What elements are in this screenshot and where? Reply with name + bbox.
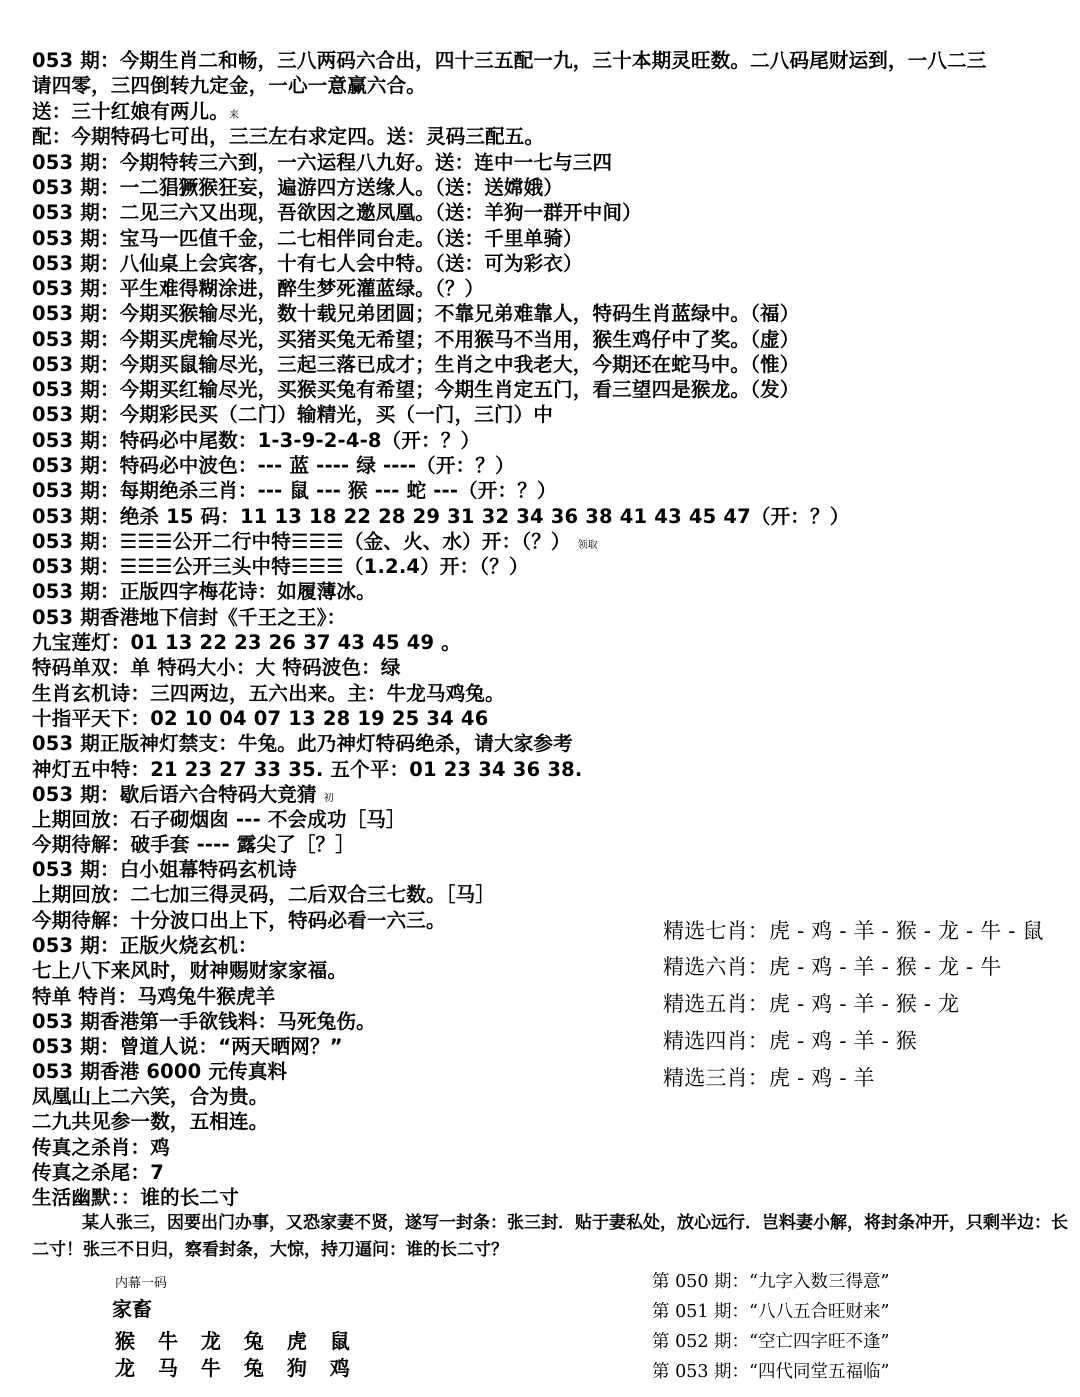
featured-line: 精选七肖：虎 - 鸡 - 羊 - 猴 - 龙 - 牛 - 鼠 xyxy=(663,919,1044,943)
text-line: 配：今期特码七可出，三三左右求定四。送：灵码三配五。 xyxy=(32,125,545,148)
featured-line: 精选四肖：虎 - 鸡 - 羊 - 猴 xyxy=(663,1029,917,1053)
text-line: 传真之杀肖：鸡 xyxy=(32,1136,170,1159)
text-line: 053 期：今期买猴输尽光，数十载兄弟团圆；不靠兄弟难靠人，特码生肖蓝绿中。（福） xyxy=(32,302,800,325)
text-line: 053 期：曾道人说：“两天晒网？” xyxy=(32,1035,343,1058)
text-line: 今期待解：十分波口出上下，特码必看一六三。 xyxy=(32,909,446,932)
inner-code-subtitle: 家畜 xyxy=(112,1297,152,1321)
text-line: 053 期：宝马一匹值千金，二七相伴同台走。（送：千里单骑） xyxy=(32,227,583,250)
text-line: 053 期：今期买红输尽光，买猴买兔有希望；今期生肖定五门，看三望四是猴龙。（发） xyxy=(32,378,800,401)
text-line: 053 期：正版火烧玄机： xyxy=(32,934,258,957)
text-line: 九宝莲灯：01 13 22 23 26 37 43 45 49 。 xyxy=(32,631,461,654)
text-line: 053 期：八仙桌上会宾客，十有七人会中特。（送：可为彩衣） xyxy=(32,252,583,275)
text-line: 神灯五中特：21 23 27 33 35. 五个平：01 23 34 36 38. xyxy=(32,758,583,781)
text-line: 053 期：白小姐幕特码玄机诗 xyxy=(32,858,297,881)
text-line: 053 期：今期特转三六到，一六运程八九好。送：连中一七与三四 xyxy=(32,151,613,174)
text-line-main: 053 期：☰☰☰公开二行中特☰☰☰（金、火、水）开：（？） xyxy=(32,530,571,553)
period-riddle: 第 052 期：“空亡四字旺不逢” xyxy=(652,1332,890,1352)
text-line: 今期待解：破手套 ---- 露尖了［？］ xyxy=(32,833,355,856)
text-line: 特单 特肖：马鸡兔牛猴虎羊 xyxy=(32,985,276,1008)
small-note: 初 xyxy=(323,793,334,804)
text-line: 053 期：特码必中波色：--- 蓝 ---- 绿 ----（开：？） xyxy=(32,454,515,477)
featured-line: 精选三肖：虎 - 鸡 - 羊 xyxy=(663,1066,875,1090)
small-note: 来 xyxy=(229,110,240,121)
text-line: 生活幽默：：谁的长二寸 xyxy=(32,1186,239,1209)
inner-code-title: 内幕一码 xyxy=(115,1276,168,1291)
text-line: 请四零，三四倒转九定金，一心一意赢六合。 xyxy=(32,74,427,97)
text-line: 053 期香港第一手欲钱料：马死兔伤。 xyxy=(32,1010,376,1033)
animal-row: 猴 牛 龙 兔 虎 鼠 xyxy=(115,1329,358,1353)
text-line: 053 期正版神灯禁支：牛兔。此乃神灯特码绝杀，请大家参考 xyxy=(32,732,573,755)
text-line: 053 期：今期买鼠输尽光，三起三落已成才；生肖之中我老大，今期还在蛇马中。（惟） xyxy=(32,353,800,376)
period-riddle: 第 051 期：“八八五合旺财来” xyxy=(652,1302,890,1322)
text-line: 二九共见参一数，五相连。 xyxy=(32,1110,269,1133)
humor-story: 某人张三，因要出门办事，又恐家妻不贤，遂写一封条：张三封．贴于妻私处，放心远行．岂料妻小解，将封条冲开，只剩半边：长二寸！张三不日归，察看封条，大惊，持刀逼问：谁的长二寸？ xyxy=(32,1213,1068,1260)
text-line: 053 期香港 6000 元传真料 xyxy=(32,1060,288,1083)
text-line-main: 053 期：歇后语六合特码大竞猜 xyxy=(32,783,317,806)
text-line: 053 期：特码必中尾数：1-3-9-2-4-8（开：？） xyxy=(32,429,481,452)
text-line: 053 期：今期彩民买（二门）输精光，买（一门，三门）中 xyxy=(32,403,554,426)
text-line: 053 期：正版四字梅花诗：如履薄冰。 xyxy=(32,580,376,603)
text-line: 十指平天下：02 10 04 07 13 28 19 25 34 46 xyxy=(32,707,489,730)
text-line: 上期回放：石子砌烟囱 --- 不会成功［马］ xyxy=(32,808,406,831)
text-line: 053 期：平生难得糊涂进，醉生梦死灌蓝绿。（？） xyxy=(32,277,485,300)
small-note: 领取 xyxy=(577,540,598,551)
text-line: 七上八下来风时，财神赐财家家福。 xyxy=(32,959,348,982)
featured-line: 精选五肖：虎 - 鸡 - 羊 - 猴 - 龙 xyxy=(663,992,960,1016)
animal-row: 龙 马 牛 兔 狗 鸡 xyxy=(115,1356,358,1380)
text-line: 传真之杀尾：7 xyxy=(32,1161,164,1184)
text-line-main: 送：三十红娘有两儿。 xyxy=(32,100,230,123)
period-riddle: 第 050 期：“九字入数三得意” xyxy=(652,1272,890,1292)
text-line: 053 期香港地下信封《千王之王》： xyxy=(32,606,347,629)
featured-line: 精选六肖：虎 - 鸡 - 羊 - 猴 - 龙 - 牛 xyxy=(663,955,1002,979)
text-line: 053 期：绝杀 15 码：11 13 18 22 28 29 31 32 34 36 38 41 43 45 47（开：？） xyxy=(32,505,850,528)
period-riddle: 第 053 期：“四代同堂五福临” xyxy=(652,1362,890,1382)
text-line: 053 期：每期绝杀三肖：--- 鼠 --- 猴 --- 蛇 ---（开：？） xyxy=(32,479,557,502)
text-line: 上期回放：二七加三得灵码，二后双合三七数。［马］ xyxy=(32,883,496,906)
text-line: 生肖玄机诗：三四两边，五六出来。主：牛龙马鸡兔。 xyxy=(32,682,505,705)
text-line: 凤凰山上二六笑，合为贵。 xyxy=(32,1085,269,1108)
text-line: 053 期：今期生肖二和畅，三八两码六合出，四十三五配一九，三十本期灵旺数。二八码尾财运到，一八二三 xyxy=(32,49,987,72)
text-line: 053 期：☰☰☰公开三头中特☰☰☰（1.2.4）开：（？） xyxy=(32,555,529,578)
text-line: 053 期：二见三六又出现，吾欲因之邀凤凰。（送：羊狗一群开中间） xyxy=(32,201,642,224)
text-line: 053 期：今期买虎输尽光，买猪买兔无希望；不用猴马不当用，猴生鸡仔中了奖。（虚） xyxy=(32,328,800,351)
text-line: 053 期：一二猖獗猴狂妄，遍游四方送缘人。（送：送嫦娥） xyxy=(32,176,564,199)
text-line: 特码单双：单 特码大小：大 特码波色：绿 xyxy=(32,656,401,679)
